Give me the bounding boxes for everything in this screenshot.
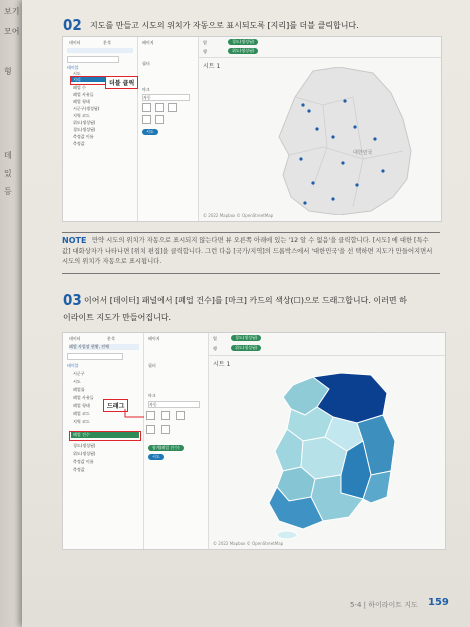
cards-column [138,37,199,221]
rows-shelf-label: 행 [203,49,207,54]
field-item[interactable]: 지역 코드 [73,419,90,424]
step-number: 02 [63,16,82,34]
mark-type-dropdown[interactable]: 자동 [148,401,200,408]
previous-page-text: 있 [4,169,12,178]
field-item-selected[interactable]: 폐업 건수 [71,432,139,438]
fields-header: 테이블 [67,363,79,368]
divider [199,57,441,58]
previous-page-text: 데 [4,151,12,160]
map-copyright: © 2022 Mapbox © OpenStreetMap [203,213,274,218]
filters-card: 필터 [142,61,150,66]
analysis-tab[interactable]: 분석 [103,40,111,45]
field-item[interactable]: 폐업 사유들 [73,92,94,97]
detail-button[interactable] [142,115,151,124]
field-item[interactable]: 시도 [73,379,81,384]
field-item[interactable]: 측정값 [73,141,85,146]
previous-page-text: 등 [4,187,12,196]
size-button[interactable] [161,411,170,420]
sheet-title: 시트 1 [213,361,231,368]
field-item[interactable]: 측정값 이름 [73,459,94,464]
columns-pill[interactable]: 경도(생성됨) [228,39,258,45]
field-item[interactable]: 측정값 [73,467,85,472]
text-button[interactable] [176,411,185,420]
size-button[interactable] [155,103,164,112]
rows-pill[interactable]: 위도(생성됨) [231,345,261,351]
data-source-row[interactable] [67,48,133,53]
field-item[interactable]: 시군구(생성됨) [73,106,100,111]
search-field[interactable] [67,56,119,63]
note-label: NOTE [62,236,87,245]
tableau-screenshot-2 [62,332,446,550]
marks-card: 마크 [148,393,156,398]
step-number: 03 [63,291,82,309]
rows-shelf-label: 행 [213,346,217,351]
field-item[interactable]: 경도(생성됨) [73,127,96,132]
field-item[interactable]: 경도(생성됨) [73,443,96,448]
field-item[interactable]: 폐업률 [73,387,85,392]
field-item[interactable]: 폐업 수 [73,85,86,90]
fields-header: 테이블 [67,65,79,70]
detail-button[interactable] [146,425,155,434]
previous-page-text: 형 [4,67,12,76]
color-button[interactable] [142,103,151,112]
cards-column [144,333,209,549]
map-copyright: © 2022 Mapbox © OpenStreetMap [213,541,284,546]
field-item[interactable]: 위도(생성됨) [73,120,96,125]
korea-map-dots[interactable] [243,67,433,215]
field-item-selected[interactable]: 지리 [71,77,135,82]
pages-card: 페이지 [142,40,154,45]
columns-shelf-label: 열 [213,336,217,341]
field-item[interactable]: 지역 코드 [73,113,90,118]
filters-card: 필터 [148,363,156,368]
data-tab[interactable]: 데이터 [69,40,81,45]
columns-pill[interactable]: 경도(생성됨) [231,335,261,341]
data-source-row[interactable]: 폐업 사업장 현황, 전체 [69,344,139,350]
text-button[interactable] [168,103,177,112]
step-text: 지도를 만들고 시도의 위치가 자동으로 표시되도록 [지리]를 더블 클릭합니다. [90,21,359,30]
data-panel [63,333,144,549]
previous-page-text: 모어 [4,27,20,36]
note-text: 만약 시도의 위치가 자동으로 표시되지 않는다면 뷰 오른쪽 아래에 있는 '12 알 수 없음'을 클릭합니다. [시도] 에 대한 [특수 값] 대화상자가 나타나면 [위치 편집]을 클릭합니다. 그런 다음 [국가/지역]의 드롭박스에서 '대한민국'을 선 택하면 지도가 만들어지면서 시도의 위치가 자동으로 표시됩니다. [62,237,433,265]
page-number: 159 [428,597,449,608]
note-box [62,232,440,274]
marks-pill[interactable]: 시도 [142,129,158,135]
field-item[interactable]: 폐업 사유들 [73,395,94,400]
field-item[interactable]: 위도(생성됨) [73,451,96,456]
field-item[interactable]: 시군구 [73,371,85,376]
korea-highlight-map[interactable] [253,371,413,541]
step-text-line-2: 이라이트 지도가 만들어집니다. [63,313,172,322]
marks-card: 마크 [142,87,150,92]
tooltip-button[interactable] [155,115,164,124]
tooltip-button[interactable] [161,425,170,434]
previous-page-text: 보기 [4,7,20,16]
color-button[interactable] [146,411,155,420]
mark-type-dropdown[interactable]: 자동 [142,94,190,101]
pages-card: 페이지 [148,336,160,341]
rows-pill[interactable]: 위도(생성됨) [228,48,258,54]
analysis-tab[interactable]: 분석 [107,336,115,341]
data-tab[interactable]: 데이터 [69,336,81,341]
field-item[interactable]: 시도 [73,71,81,76]
data-panel [63,37,138,221]
tableau-screenshot-1 [62,36,442,222]
marks-pill-sido[interactable]: 시도 [148,454,164,460]
map-label: 대한민국 [353,150,373,156]
drag-callout: 드래그 [103,399,128,412]
field-item[interactable]: 폐업 코드 [73,411,90,416]
field-item[interactable]: 측정값 이름 [73,134,94,139]
search-field[interactable] [67,353,123,360]
chapter-footer: 5-4 | 하이라이트 지도 [350,601,418,609]
sheet-title: 시트 1 [203,63,221,70]
divider [209,355,445,356]
field-item[interactable]: 폐업 형태 [73,403,90,408]
step-text-line-1: 이어서 [데이터] 패널에서 [폐업 건수]를 [마크] 카드의 색상(☐)으로 드래그합니다. 이러면 하 [84,296,407,305]
double-click-callout: 더블 클릭 [105,76,138,89]
columns-shelf-label: 열 [203,40,207,45]
marks-pill-sum[interactable]: 합계(폐업 건수) [148,445,184,451]
field-item[interactable]: 폐업 형태 [73,99,90,104]
